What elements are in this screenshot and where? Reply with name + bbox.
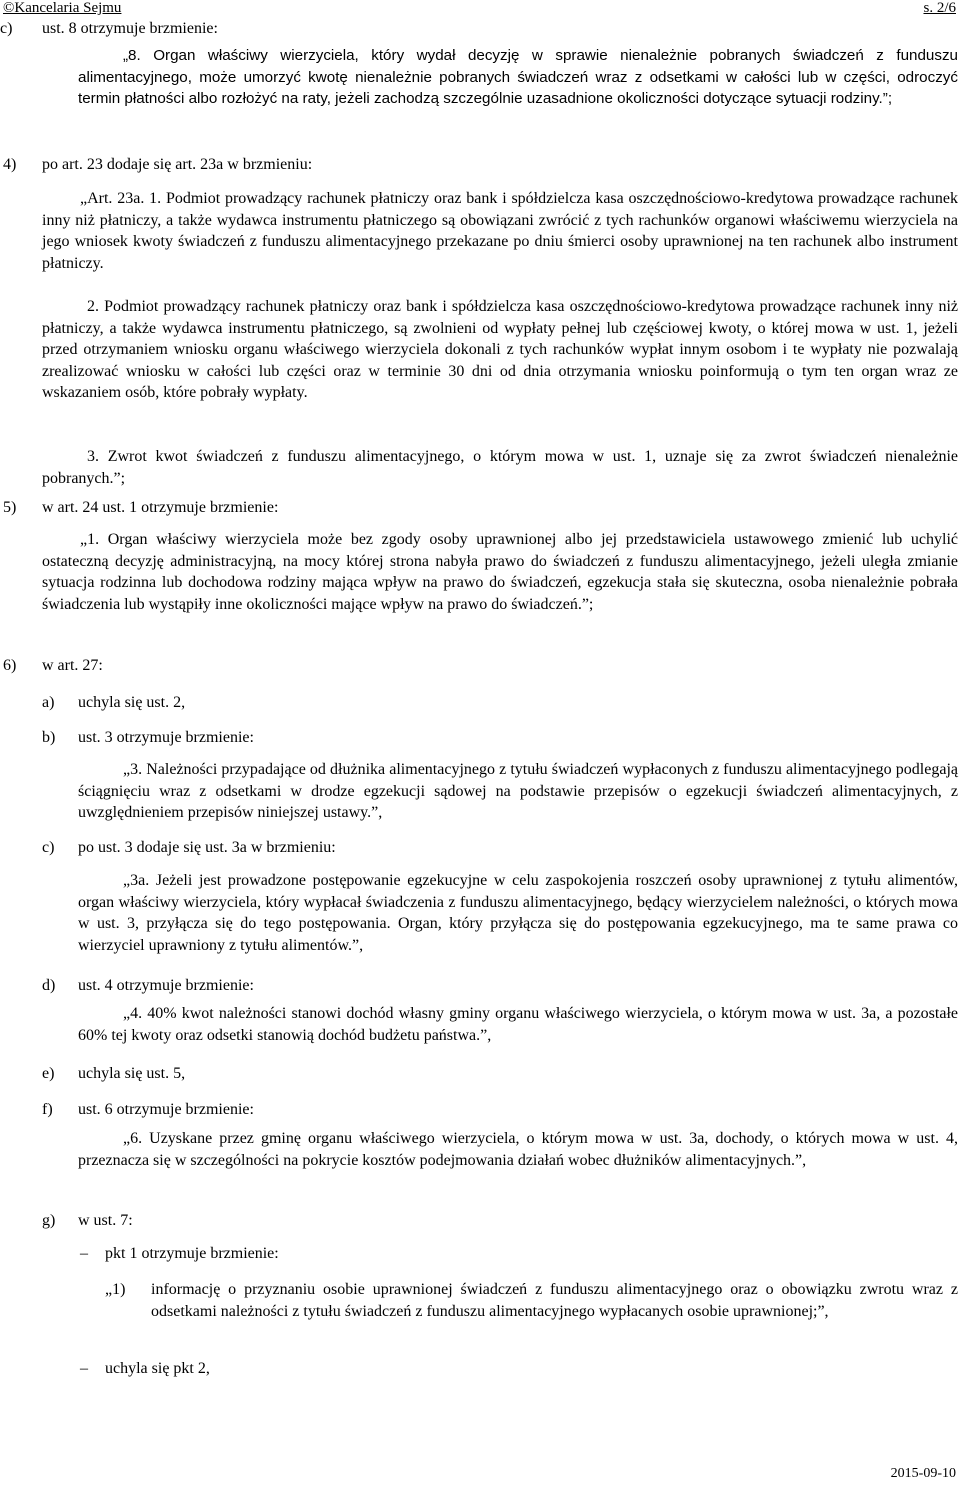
dash-marker: – xyxy=(80,1245,88,1262)
point-label: 5) xyxy=(3,499,17,516)
point-text: po art. 23 dodaje się art. 23a w brzmieniu: xyxy=(42,156,313,173)
letter-label: c) xyxy=(42,839,55,856)
article-paragraph-3: 3. Zwrot kwot świadczeń z funduszu alimentacyjnego, o którym mowa w ust. 1, uznaje się za zwrot świadczeń nienależnie pobranych.”; xyxy=(42,448,958,487)
letter-label: d) xyxy=(42,977,56,994)
letter-text: uchyla się ust. 2, xyxy=(78,694,186,711)
point-label: 6) xyxy=(3,657,17,674)
letter-text: uchyla się ust. 5, xyxy=(78,1065,186,1082)
quoted-paragraph: „4. 40% kwot należności stanowi dochód własny gminy organu właściwego wierzyciela, o którym mowa w ust. 3a, a pozostałe 60% tej kwoty oraz odsetki stanowią dochód budżetu państwa.”, xyxy=(78,1005,958,1044)
letter-text: po ust. 3 dodaje się ust. 3a w brzmieniu: xyxy=(78,839,336,856)
item-label: c) xyxy=(0,20,13,37)
point-label: 4) xyxy=(3,156,17,173)
item-text: ust. 8 otrzymuje brzmienie: xyxy=(42,20,218,37)
point-text: w art. 24 ust. 1 otrzymuje brzmienie: xyxy=(42,499,279,516)
quoted-point-text: informację o przyznaniu osobie uprawnionej świadczeń z funduszu alimentacyjnego oraz o obowiązku zwrotu wraz z odsetkami należności z tytułu świadczeń z funduszu alimentacyjnego wypłacanych osobie uprawnionej;”, xyxy=(151,1281,958,1320)
quoted-paragraph: „6. Uzyskane przez gminę organu właściwego wierzyciela, o którym mowa w ust. 3a, dochody, o których mowa w ust. 4, przeznacza się w szczególności na pokrycie kosztów podejmowania działań wobec dłużników alimentacyjnych.”, xyxy=(78,1130,958,1169)
letter-label: g) xyxy=(42,1212,56,1229)
letter-label: b) xyxy=(42,729,56,746)
article-paragraph-2: 2. Podmiot prowadzący rachunek płatniczy oraz bank i spółdzielcza kasa oszczędnościowo-kredytowa prowadzące rachunek inny niż płatniczy, a także wydawca instrumentu płatniczego, są zwolnieni od wypłaty pełnej lub częściowej kwoty, o której mowa w ust. 1, jeżeli przed otrzymaniem wniosku organu właściwego wierzyciela dokonali z tych rachunków wypłat innym osobom i te wypłaty nie pozwalają zrealizować wniosku w całości lub części oraz w terminie 30 dni od dnia otrzymania wniosku poinformują o tym ten organ wraz ze wskazaniem osób, które pobrały wypłaty. xyxy=(42,298,958,402)
page-number: s. 2/6 xyxy=(923,0,956,16)
dash-marker: – xyxy=(80,1360,88,1377)
letter-label: f) xyxy=(42,1101,53,1118)
dash-text: uchyla się pkt 2, xyxy=(105,1360,210,1377)
footer-date: 2015-09-10 xyxy=(890,1466,956,1481)
point-number-label: „1) xyxy=(105,1281,126,1298)
letter-label: a) xyxy=(42,694,55,711)
quoted-paragraph: „1. Organ właściwy wierzyciela może bez zgody osoby uprawnionej albo jej przedstawiciela ustawowego zmienić lub uchylić ostateczną decyzję administracyjną, na mocy której strona nabyła prawo do świadczeń z funduszu alimentacyjnego, jeżeli uległa zmianie sytuacja rodzinna lub dochodowa rodziny mająca wpływ na prawo do świadczeń, egzekucja stała się skuteczna, osoba nienależnie pobrała świadczenia lub wystąpiły inne okoliczności mające wpływ na prawo do świadczeń.”; xyxy=(42,531,958,613)
header-copyright: ©Kancelaria Sejmu xyxy=(3,0,122,16)
letter-text: ust. 3 otrzymuje brzmienie: xyxy=(78,729,254,746)
quoted-paragraph: „3. Należności przypadające od dłużnika alimentacyjnego z tytułu świadczeń wypłaconych z funduszu alimentacyjnego podlegają ściągnięciu wraz z odsetkami w drodze egzekucji sądowej na podstawie przepisów o egzekucji świadczeń alimentacyjnych, z uwzględnieniem przepisów niniejszej ustawy.”, xyxy=(78,761,958,822)
letter-text: ust. 6 otrzymuje brzmienie: xyxy=(78,1101,254,1118)
dash-text: pkt 1 otrzymuje brzmienie: xyxy=(105,1245,279,1262)
letter-label: e) xyxy=(42,1065,55,1082)
letter-text: w ust. 7: xyxy=(78,1212,133,1229)
letter-text: ust. 4 otrzymuje brzmienie: xyxy=(78,977,254,994)
quoted-paragraph: „3a. Jeżeli jest prowadzone postępowanie egzekucyjne w celu zaspokojenia roszczeń osoby uprawnionej z tytułu alimentów, organ właściwy wierzyciela, który wypłacał świadczenia z funduszu alimentacyjnego, będący wierzycielem należności, o których mowa w ust. 3, przyłącza się do tego postępowania. Organ, który przyłącza się do postępowania egzekucyjnego, ma te same prawa co wierzyciel uprawniony z tytułu alimentów.”, xyxy=(78,872,958,954)
point-text: w art. 27: xyxy=(42,657,103,674)
article-paragraph-1: „Art. 23a. 1. Podmiot prowadzący rachunek płatniczy oraz bank i spółdzielcza kasa oszczędnościowo-kredytowa prowadzące rachunek inny niż płatniczy, a także wydawca instrumentu płatniczego są obowiązani zwrócić z tych rachunków organowi właściwemu wierzyciela na jego wniosek kwoty świadczeń z funduszu alimentacyjnego przekazane po dniu śmierci osoby uprawnionej na ten rachunek albo instrument płatniczy. xyxy=(42,190,958,272)
quoted-paragraph: „8. Organ właściwy wierzyciela, który wydał decyzję w sprawie nienależnie pobranych świadczeń z funduszu alimentacyjnego, może umorzyć kwotę nienależnie pobranych świadczeń wraz z odsetkami w całości lub w części, odroczyć termin płatności albo rozłożyć na raty, jeżeli zachodzą szczególnie uzasadnione okoliczności dotyczące sytuacji rodziny.”; xyxy=(78,47,958,107)
